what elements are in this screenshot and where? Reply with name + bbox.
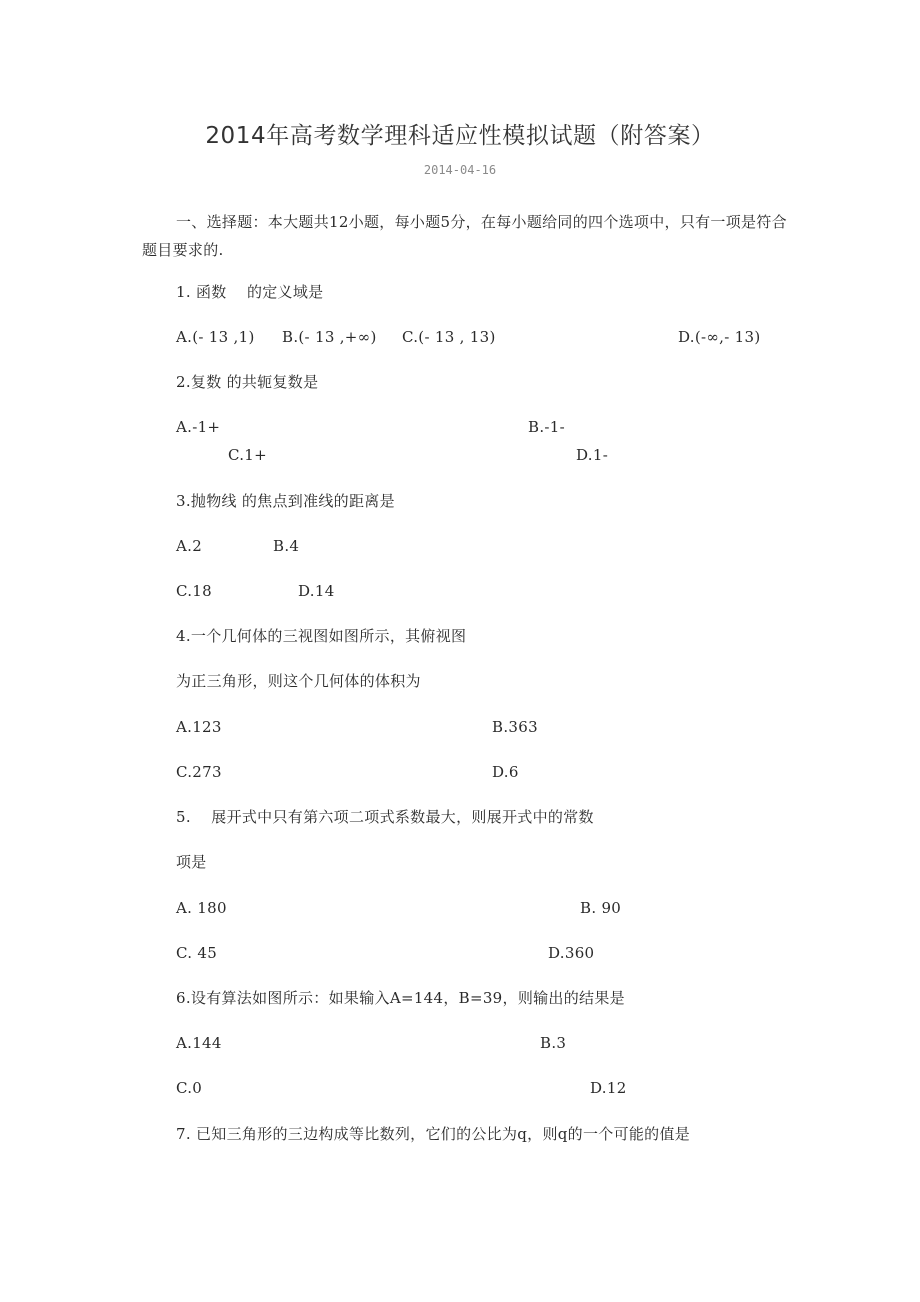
question-4-stem-line-1: 4.一个几何体的三视图如图所示，其俯视图	[176, 627, 467, 645]
question-4-option-c: C.273	[176, 763, 222, 781]
question-3-option-d: D.14	[298, 582, 335, 600]
question-3-option-a: A.2	[176, 537, 203, 555]
question-1-option-a: A.(- 13 ,1)	[176, 328, 255, 346]
question-6-option-a: A.144	[176, 1034, 222, 1052]
question-2-option-c: C.1+	[228, 446, 268, 464]
question-1-option-d: D.(-∞,- 13)	[678, 328, 761, 346]
question-5-option-d: D.360	[548, 944, 595, 962]
question-3-option-b: B.4	[273, 537, 300, 555]
question-3-option-c: C.18	[176, 582, 212, 600]
question-4-option-d: D.6	[492, 763, 519, 781]
question-4-option-b: B.363	[492, 718, 538, 736]
section-intro: 一、选择题：本大题共12小题，每小题5分，在每小题给同的四个选项中，只有一项是符合题目要求的.	[142, 213, 787, 259]
question-5-option-b: B. 90	[580, 899, 622, 917]
question-6-stem: 6.设有算法如图所示：如果输入A=144，B=39，则输出的结果是	[176, 989, 625, 1007]
question-1-option-b: B.(- 13 ,+∞)	[282, 328, 377, 346]
question-4-option-a: A.123	[176, 718, 222, 736]
question-5-option-c: C. 45	[176, 944, 218, 962]
question-7-stem: 7. 已知三角形的三边构成等比数列，它们的公比为q，则q的一个可能的值是	[176, 1125, 691, 1143]
question-2-option-a: A.-1+	[176, 418, 221, 436]
question-4-stem-line-2: 为正三角形，则这个几何体的体积为	[176, 672, 421, 690]
question-2-stem: 2.复数 的共轭复数是	[176, 373, 319, 391]
question-2-option-b: B.-1-	[528, 418, 565, 436]
page-title: 2014年高考数学理科适应性模拟试题（附答案）	[205, 123, 715, 149]
question-6-option-d: D.12	[590, 1079, 627, 1097]
question-6-option-b: B.3	[540, 1034, 567, 1052]
question-5-stem-line-1: 5. 展开式中只有第六项二项式系数最大，则展开式中的常数	[176, 808, 594, 826]
question-6-option-c: C.0	[176, 1079, 203, 1097]
question-1-option-c: C.(- 13 , 13)	[402, 328, 496, 346]
publish-date: 2014-04-16	[423, 163, 497, 177]
question-5-option-a: A. 180	[176, 899, 227, 917]
question-5-stem-line-2: 项是	[176, 853, 207, 871]
question-2-option-d: D.1-	[576, 446, 609, 464]
question-1-stem: 1. 函数 的定义域是	[176, 283, 324, 301]
question-3-stem: 3.抛物线 的焦点到准线的距离是	[176, 492, 395, 510]
